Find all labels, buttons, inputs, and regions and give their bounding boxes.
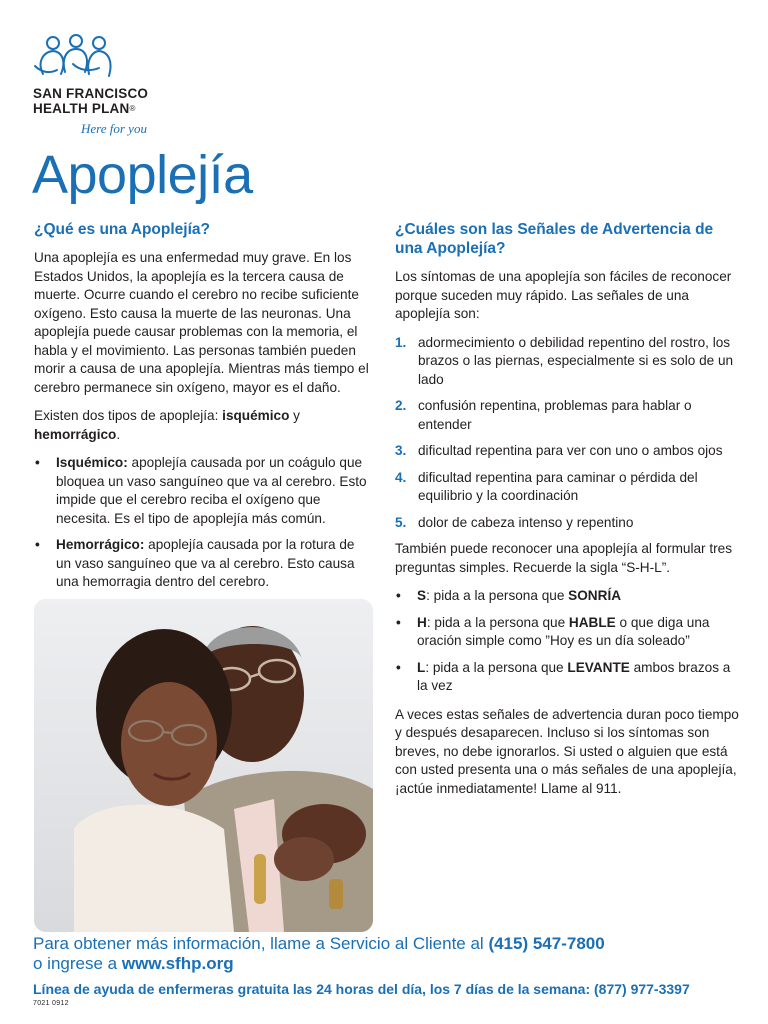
- sfhp-logo: [33, 34, 193, 137]
- list-item: 2. confusión repentina, problemas para hablar o entender: [395, 398, 692, 432]
- list-item: • S: pida a la persona que SONRÍA: [395, 587, 740, 606]
- left-column: [34, 220, 372, 602]
- nurse-line: Línea de ayuda de enfermeras gratuita las 24 horas del día, los 7 días de la semana: (877) 977-3397: [33, 981, 690, 997]
- footer: [33, 934, 753, 1007]
- list-item: • Hemorrágico: apoplejía causada por la rotura de un vaso sanguíneo que va al cerebro. Esto causa una hemorragia dentro del cerebro.: [35, 537, 355, 589]
- what-is-heading: ¿Qué es una Apoplejía?: [34, 221, 210, 238]
- warning-signs-heading: ¿Cuáles son las Señales de Advertencia de una Apoplejía?: [395, 221, 714, 257]
- type-ischemic: isquémico: [222, 408, 290, 423]
- bullet-icon: •: [396, 614, 401, 630]
- list-item: 4. dificultad repentina para caminar o pérdida del equilibrio y la coordinación: [395, 469, 698, 503]
- what-is-paragraph: Una apoplejía es una enfermedad muy grave. En los Estados Unidos, la apoplejía es la tercera causa de muerte. Ocurre cuando el cerebro no recibe suficiente oxígeno. Esto causa la muerte de las neuronas. Una apoplejía puede causar problemas con la memoria, el habla y el movimiento. Las personas también pueden morir a causa de una apoplejía. Mientras más tiempo el cerebro permanece sin oxígeno, mayor es el daño.: [34, 250, 369, 395]
- shl-list: [395, 587, 740, 696]
- couple-illustration: [34, 599, 373, 932]
- warning-intro: Los síntomas de una apoplejía son fáciles de reconocer porque suceden muy rápido. Las señales de una apoplejía son:: [395, 269, 732, 321]
- bullet-icon: •: [35, 537, 40, 552]
- list-item: • L: pida a la persona que LEVANTE ambos brazos a la vez: [396, 659, 731, 693]
- right-column: [395, 220, 740, 808]
- contact-line: Para obtener más información, llame a Servicio al Cliente al (415) 547-7800: [33, 934, 605, 953]
- org-name-line2: HEALTH PLAN: [33, 101, 130, 116]
- document-code: 7021 0912: [33, 1000, 69, 1007]
- website-link[interactable]: www.sfhp.org: [121, 954, 234, 973]
- list-item: 1. adormecimiento o debilidad repentino del rostro, los brazos o las piernas, especialmente si es solo de un lado: [395, 334, 734, 387]
- family-logo-icon: [33, 34, 119, 82]
- couple-photo: [34, 599, 373, 932]
- bullet-icon: •: [35, 455, 40, 470]
- list-item: 5. dolor de cabeza intenso y repentino: [395, 514, 634, 530]
- list-item: 3. dificultad repentina para ver con uno o ambos ojos: [395, 443, 723, 458]
- bullet-icon: •: [396, 659, 401, 675]
- types-list: [34, 454, 372, 592]
- closing-paragraph: A veces estas señales de advertencia duran poco tiempo y después desaparecen. Incluso si los síntomas son breves, no debe ignorarlos. Si usted o alguien que está con usted presenta una o más señales de una apoplejía, ¡actúe inmediatamente! Llame al 911.: [395, 706, 739, 796]
- types-paragraph: Existen dos tipos de apoplejía: isquémico y hemorrágico.: [34, 408, 300, 442]
- shl-intro: También puede reconocer una apoplejía al formular tres preguntas simples. Recuerde la sigla “S-H-L”.: [395, 541, 733, 575]
- type-hemorrhagic: hemorrágico: [34, 426, 117, 442]
- trademark: ®: [129, 104, 136, 113]
- bullet-icon: •: [396, 588, 401, 603]
- list-item: • H: pida a la persona que HABLE o que diga una oración simple como ”Hoy es un día soleado”: [396, 614, 710, 648]
- signs-list: [395, 334, 740, 533]
- customer-service-phone[interactable]: (415) 547-7800: [488, 934, 605, 953]
- website-line: o ingrese a www.sfhp.org: [33, 954, 234, 973]
- list-item: • Isquémico: apoplejía causada por un coágulo que bloquea un vaso sanguíneo que va al cerebro. Esto impide que el cerebro reciba el oxígeno que necesita. Es el tipo de apoplejía más común.: [35, 455, 367, 526]
- page-title: Apoplejía: [32, 145, 253, 205]
- org-name-line1: SAN FRANCISCO: [33, 86, 149, 101]
- tagline: Here for you: [81, 121, 147, 136]
